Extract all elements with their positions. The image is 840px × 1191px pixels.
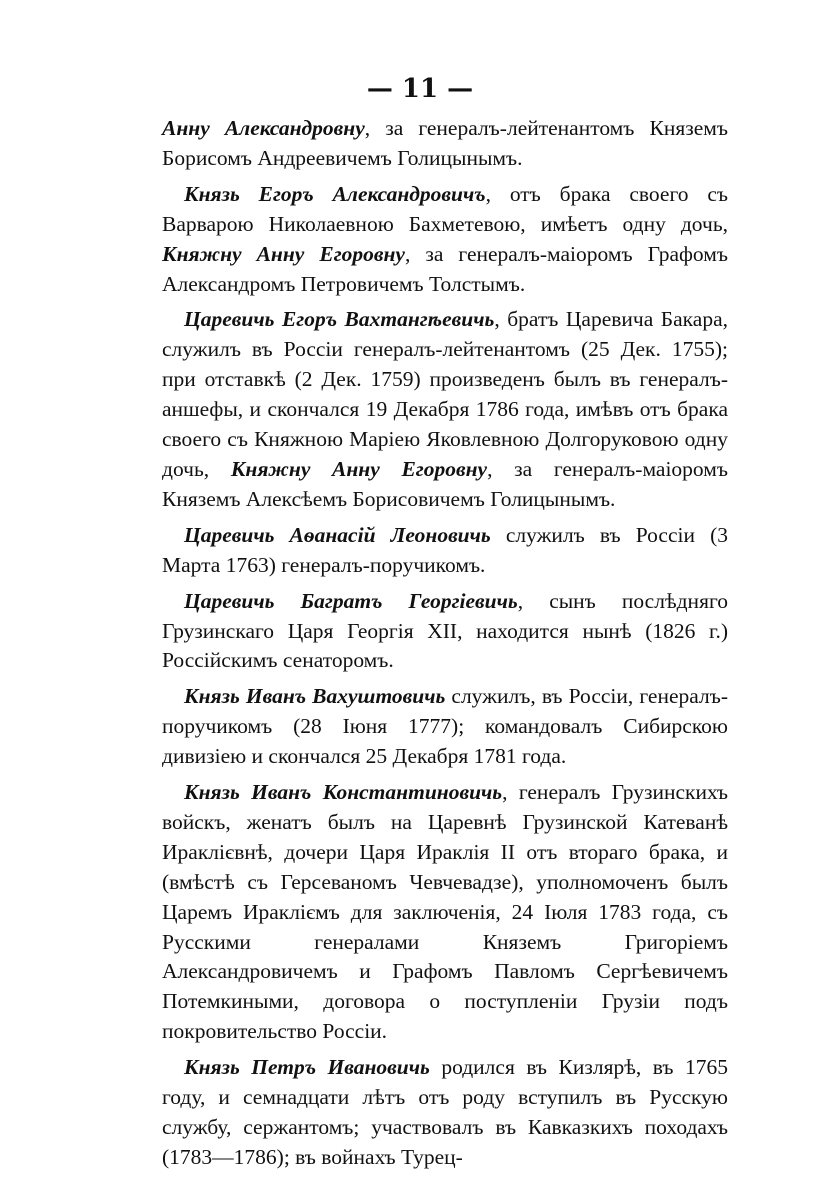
paragraph-text: , за генералъ-маіоромъ Графомъ Александромъ Петровичемъ Толстымъ. [162, 241, 728, 296]
paragraph-text: , генералъ Грузинскихъ войскъ, женатъ былъ на Царевнѣ Грузинской Катеванѣ Ираклієвнѣ, дочери Царя Ираклія II отъ втораго брака, и (вмѣстѣ съ Герсеваномъ Чевчевадзе), уполномоченъ былъ Царемъ Иракліємъ для заключенія, 24 Іюля 1783 года, съ Русскими генералами Княземъ Григоріемъ Александровичемъ и Графомъ Павломъ Сергѣевичемъ Потемкиными, договора о поступленіи Грузіи подъ покровительство Россіи. [162, 780, 728, 1044]
paragraph-text: родился въ Кизлярѣ, въ 1765 году, и семнадцати лѣтъ отъ роду вступилъ въ Русскую службу, сержантомъ; участвовалъ въ Кавказкихъ походахъ (1783—1786); въ войнахъ Турец- [162, 1055, 728, 1169]
person-name: Анну Александровну [162, 116, 365, 140]
person-name: Царевичь Аѳанасій Леоновичь [184, 522, 491, 547]
paragraph [162, 305, 728, 514]
person-name: Князь Егоръ Александровичъ [184, 181, 486, 206]
paragraph-text: служилъ, въ Россіи, генералъ-поручикомъ (28 Іюня 1777); командовалъ Сибирскою дивизіею и скончался 25 Декабря 1781 года. [162, 684, 728, 769]
paragraph-text: , сынъ послѣдняго Грузинскаго Царя Георгія XII, находится нынѣ (1826 г.) Россійскимъ сенаторомъ. [162, 588, 728, 673]
paragraph-text: , братъ Царевича Бакара, служилъ въ Россіи генералъ-лейтенантомъ (25 Дек. 1755); при отставкѣ (2 Дек. 1759) произведенъ былъ въ генералъ-аншефы, и скончался 19 Декабря 1786 года, имѣвъ отъ брака своего съ Княжною Маріею Яковлевною Долгоруковою одну дочь, [162, 307, 728, 481]
paragraph [162, 778, 728, 1047]
person-name: Царевичь Егоръ Вахтангѣевичь [184, 307, 495, 332]
person-name: Княжну Анну Егоровну [230, 456, 488, 481]
person-name: Князь Иванъ Константиновичь [184, 780, 503, 805]
paragraph-text: , за генералъ-маіоромъ Княземъ Алексѣемъ Борисовичемъ Голицынымъ. [162, 456, 728, 511]
paragraph [162, 180, 728, 300]
person-name: Царевичь Багратъ Георгіевичь [184, 588, 518, 613]
paragraph-text: служилъ въ Россіи (3 Марта 1763) генералъ-поручикомъ. [162, 522, 728, 577]
paragraph [162, 114, 728, 174]
person-name: Княжну Анну Егоровну [162, 241, 405, 266]
person-name: Князь Петръ Ивановичь [184, 1055, 430, 1080]
paragraph-text: , за генералъ-лейтенантомъ Княземъ Борисомъ Андреевичемъ Голицынымъ. [162, 116, 728, 170]
paragraph [162, 682, 728, 772]
paragraph [162, 1053, 728, 1173]
page-number: — 11 — [366, 74, 474, 104]
page-body [162, 114, 728, 1179]
paragraph [162, 587, 728, 677]
paragraph-text: , отъ брака своего съ Варварою Николаевною Бахметевою, имѣетъ одну дочь, [162, 181, 729, 236]
person-name: Князь Иванъ Вахуштовичь [184, 684, 446, 709]
paragraph [162, 521, 728, 581]
